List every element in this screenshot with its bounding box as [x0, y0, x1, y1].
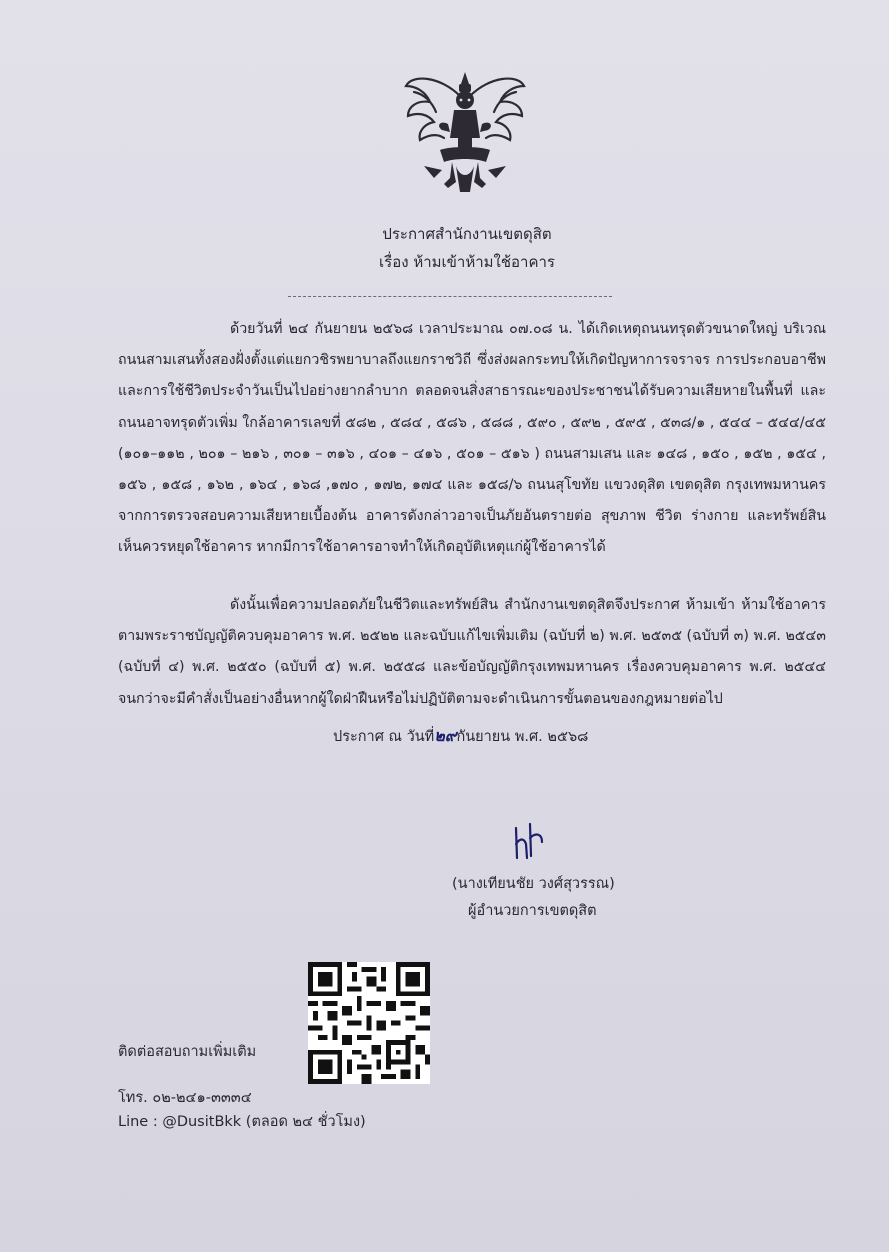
- notice-title: ประกาศสำนักงานเขตดุสิต: [382, 225, 552, 243]
- date-rest: กันยายน พ.ศ. ๒๕๖๘: [456, 729, 589, 745]
- contact-phone: โทร. ๐๒-๒๔๑-๓๓๓๔: [118, 1090, 252, 1106]
- paragraph-order: ดังนั้นเพื่อความปลอดภัยในชีวิตและทรัพย์สิน สำนักงานเขตดุสิตจึงประกาศ ห้ามเข้า ห้ามใช้อาคาร ตามพระราชบัญญัติควบคุมอาคาร พ.ศ. ๒๕๒๒ และฉบับแก้ไขเพิ่มเติม (ฉบับที่ ๒) พ.ศ. ๒๕๓๕ (ฉบับที่ ๓) พ.ศ. ๒๕๔๓ (ฉบับที่ ๔) พ.ศ. ๒๕๕๐ (ฉบับที่ ๕) พ.ศ. ๒๕๕๘ และข้อบัญญัติกรุงเทพมหานคร เรื่องควบคุมอาคาร พ.ศ. ๒๕๔๔ จนกว่าจะมีคำสั่งเป็นอย่างอื่นหากผู้ใดฝ่าฝืนหรือไม่ปฏิบัติตามจะดำเนินการขั้นตอนของกฎหมายต่อไป: [118, 597, 826, 707]
- signer-name: (นางเทียนชัย วงศ์สุวรรณ): [452, 876, 615, 892]
- contact-line: Line : @DusitBkk (ตลอด ๒๔ ชั่วโมง): [118, 1114, 366, 1130]
- notice-subject: เรื่อง ห้ามเข้าห้ามใช้อาคาร: [379, 253, 555, 271]
- paragraph-incident: ด้วยวันที่ ๒๔ กันยายน ๒๕๖๘ เวลาประมาณ ๐๗.๐๘ น. ได้เกิดเหตุถนนทรุดตัวขนาดใหญ่ บริเวณถนนสามเสนทั้งสองฝั่งตั้งแต่แยกวชิรพยาบาลถึงแยกราชวิถี ซึ่งส่งผลกระทบให้เกิดปัญหาการจราจร การประกอบอาชีพ และการใช้ชีวิตประจำวันเป็นไปอย่างยากลำบาก ตลอดจนสิ่งสาธารณะของประชาชนได้รับความเสียหายในพื้นที่ และถนนอาจทรุดตัวเพิ่ม ใกล้อาคารเลขที่ ๕๘๒ , ๕๘๔ , ๕๘๖ , ๕๘๘ , ๕๙๐ , ๕๙๒ , ๕๙๕ , ๕๓๘/๑ , ๕๔๔ – ๕๔๔/๔๕ (๑๐๑–๑๑๒ , ๒๐๑ – ๒๑๖ , ๓๐๑ – ๓๑๖ , ๔๐๑ – ๔๑๖ , ๕๐๑ – ๕๑๖ ) ถนนสามเสน และ ๑๔๘ , ๑๕๐ , ๑๕๒ , ๑๕๔ , ๑๕๖ , ๑๕๘ , ๑๖๒ , ๑๖๔ , ๑๖๘ ,๑๗๐ , ๑๗๒, ๑๗๔ และ ๑๕๘/๖ ถนนสุโขทัย แขวงดุสิต เขตดุสิต กรุงเทพมหานคร จากการตรวจสอบความเสียหายเบื้องต้น อาคารดังกล่าวอาจเป็นภัยอันตรายต่อ สุขภาพ ชีวิต ร่างกาย และทรัพย์สิน เห็นควรหยุดใช้อาคาร หากมีการใช้อาคารอาจทำให้เกิดอุบัติเหตุแก่ผู้ใช้อาคารได้: [118, 321, 826, 556]
- date-day-handwritten: ๒๙: [434, 726, 457, 745]
- date-prefix: ประกาศ ณ วันที่: [333, 729, 435, 745]
- divider: [288, 296, 612, 297]
- qr-code-icon[interactable]: [307, 962, 431, 1084]
- garuda-emblem-icon: [400, 66, 530, 198]
- signer-title: ผู้อำนวยการเขตดุสิต: [468, 903, 597, 919]
- contact-label: ติดต่อสอบถามเพิ่มเติม: [118, 1044, 257, 1060]
- signature-icon: [508, 814, 548, 864]
- date-line: [333, 724, 588, 749]
